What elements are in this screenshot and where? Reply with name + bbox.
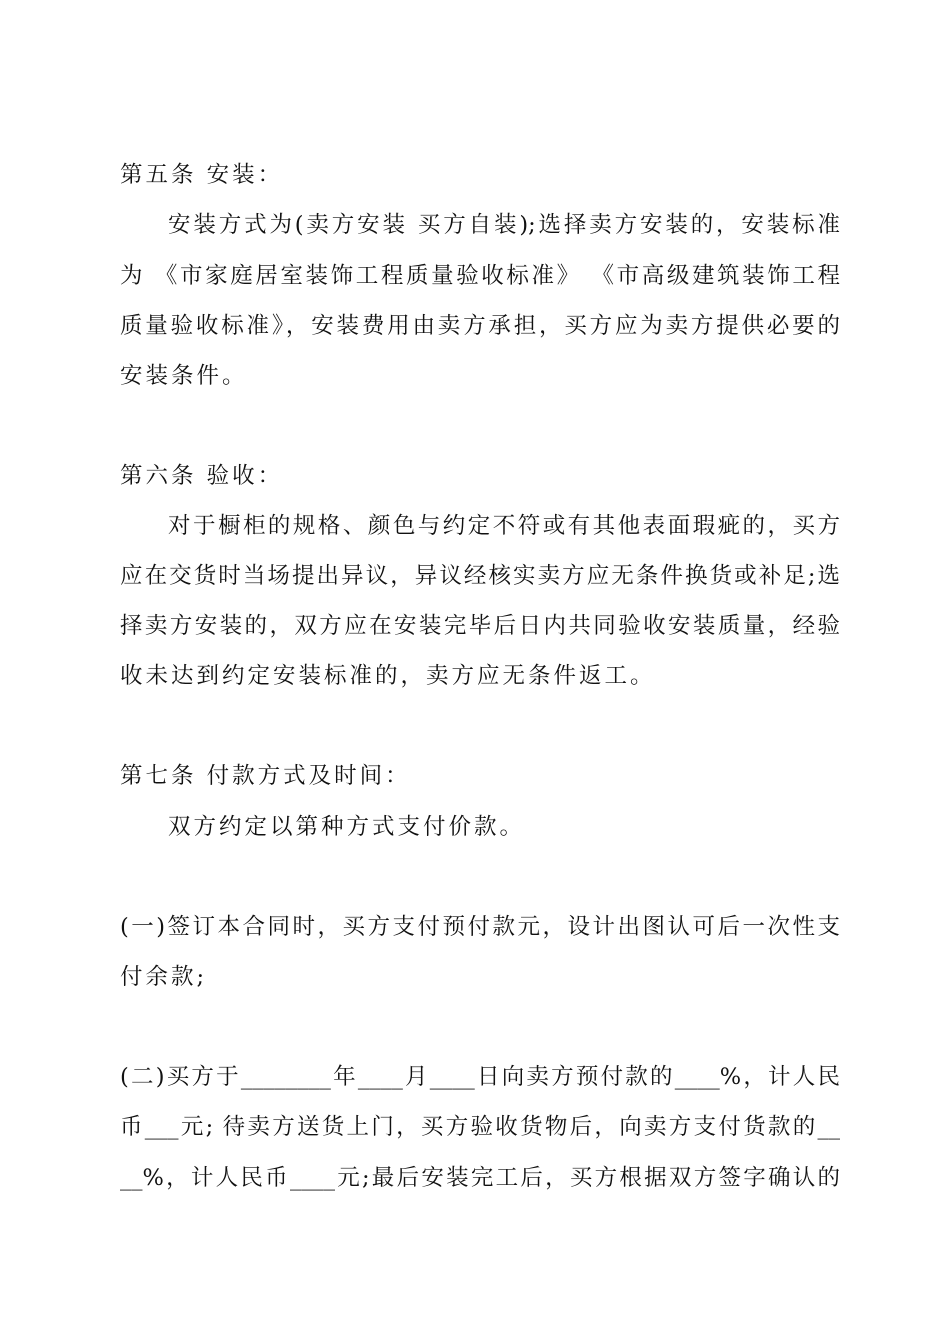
article-5-text-line-4: 安装条件。: [120, 363, 248, 389]
article-6-text-line-3: 择卖方安装的，双方应在安装完毕后日内共同验收安装质量，经验: [120, 613, 840, 639]
article-6-text-line-2: 应在交货时当场提出异议，异议经核实卖方应无条件换货或补足;选: [120, 563, 840, 589]
article-6-heading: 第六条 验收：: [120, 463, 284, 489]
payment-option-2-line-1: (二)买方于________年____月____日向卖方预付款的____%，计人民: [120, 1064, 840, 1090]
article-5-text-line-3: 质量验收标准》，安装费用由卖方承担，买方应为卖方提供必要的: [120, 313, 840, 339]
article-6-text-line-4: 收未达到约定安装标准的，卖方应无条件返工。: [120, 663, 656, 689]
article-5-heading: 第五条 安装：: [120, 162, 284, 188]
article-5-text-line-1: 安装方式为(卖方安装 买方自装);选择卖方安装的，安装标准: [168, 212, 840, 238]
payment-option-2-line-3: __%，计人民币____元;最后安装完工后，买方根据双方签字确认的: [120, 1165, 840, 1191]
article-6-text-line-1: 对于橱柜的规格、颜色与约定不符或有其他表面瑕疵的，买方: [168, 513, 840, 539]
payment-option-1-line-1: (一)签订本合同时，买方支付预付款元，设计出图认可后一次性支: [120, 914, 840, 940]
payment-option-2-line-2: 币___元; 待卖方送货上门，买方验收货物后，向卖方支付货款的__: [120, 1114, 840, 1140]
article-7-heading: 第七条 付款方式及时间：: [120, 763, 411, 789]
article-5-text-line-2: 为 《市家庭居室装饰工程质量验收标准》 《市高级建筑装饰工程: [120, 263, 840, 289]
article-7-text-line-1: 双方约定以第种方式支付价款。: [168, 814, 526, 840]
payment-option-1-line-2: 付余款;: [120, 964, 208, 990]
